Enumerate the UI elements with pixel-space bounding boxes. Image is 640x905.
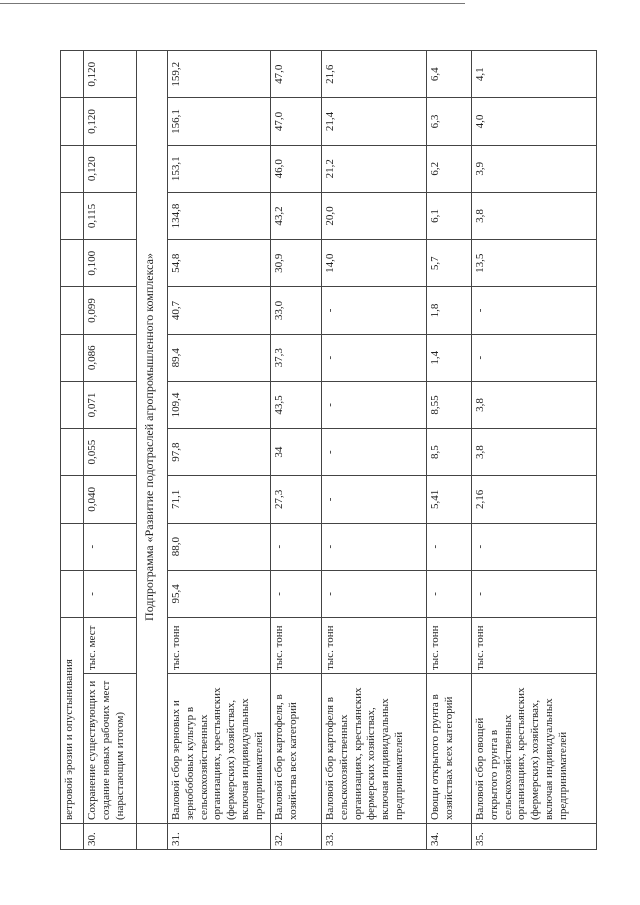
value-cell: - xyxy=(84,523,137,570)
value-cell: 30,9 xyxy=(271,240,322,287)
value-cell: - xyxy=(322,334,427,381)
cell-empty xyxy=(61,51,84,98)
table-row xyxy=(427,51,472,850)
value-cell: 8,55 xyxy=(427,381,472,428)
value-cell: 3,9 xyxy=(472,145,597,192)
cell-empty xyxy=(61,287,84,334)
cell-empty xyxy=(61,192,84,239)
value-cell: 6,4 xyxy=(427,51,472,98)
cell-empty xyxy=(61,570,84,617)
value-cell: - xyxy=(472,287,597,334)
indicator-name: Валовой сбор картофеля, в хозяйства всех категорий xyxy=(271,674,322,824)
value-cell: 4,1 xyxy=(472,51,597,98)
cell-empty xyxy=(61,429,84,476)
value-cell: 6,3 xyxy=(427,98,472,145)
value-cell: 33,0 xyxy=(271,287,322,334)
value-cell: - xyxy=(427,523,472,570)
cell-empty xyxy=(61,476,84,523)
value-cell: 34 xyxy=(271,429,322,476)
value-cell: 43,2 xyxy=(271,192,322,239)
value-cell: 8,5 xyxy=(427,429,472,476)
value-cell: 27,3 xyxy=(271,476,322,523)
value-cell: 89,4 xyxy=(168,334,271,381)
row-number: 30. xyxy=(84,824,137,850)
value-cell: - xyxy=(271,570,322,617)
cell-empty xyxy=(61,824,84,850)
cell-empty xyxy=(61,381,84,428)
value-cell: 5,41 xyxy=(427,476,472,523)
value-cell: 6,2 xyxy=(427,145,472,192)
value-cell: 40,7 xyxy=(168,287,271,334)
value-cell: 46,0 xyxy=(271,145,322,192)
value-cell: 13,5 xyxy=(472,240,597,287)
value-cell: 88,0 xyxy=(168,523,271,570)
value-cell: 97,8 xyxy=(168,429,271,476)
indicator-name: Валовой сбор зерновых и зернобобовых культур в сельскохозяйственных организациях, крестьянских (фермерских) хозяйствах, включая индивидуальных предпринимателей xyxy=(168,674,271,824)
cell-empty xyxy=(61,240,84,287)
value-cell: 37,3 xyxy=(271,334,322,381)
value-cell: - xyxy=(322,523,427,570)
value-cell: - xyxy=(322,381,427,428)
table-row xyxy=(322,51,427,850)
unit-label: тыс. тонн xyxy=(472,617,597,673)
value-cell: 0,120 xyxy=(84,98,137,145)
row-number: 35. xyxy=(472,824,597,850)
table-row-header-fragment xyxy=(61,51,84,850)
value-cell: 109,4 xyxy=(168,381,271,428)
value-cell: 1,4 xyxy=(427,334,472,381)
value-cell: 0,099 xyxy=(84,287,137,334)
table-row xyxy=(472,51,597,850)
value-cell: 0,100 xyxy=(84,240,137,287)
row-number: 32. xyxy=(271,824,322,850)
cell-empty xyxy=(137,824,168,850)
cell-empty xyxy=(61,98,84,145)
cell-empty xyxy=(61,523,84,570)
value-cell: 21,2 xyxy=(322,145,427,192)
value-cell: - xyxy=(472,523,597,570)
value-cell: 21,6 xyxy=(322,51,427,98)
table-row xyxy=(271,51,322,850)
value-cell: 3,8 xyxy=(472,192,597,239)
value-cell: 6,1 xyxy=(427,192,472,239)
value-cell: 20,0 xyxy=(322,192,427,239)
unit-label: тыс. тонн xyxy=(168,617,271,673)
unit-label: тыс. тонн xyxy=(322,617,427,673)
indicator-name: Овощи открытого грунта в хозяйствах всех категорий xyxy=(427,674,472,824)
value-cell: 0,120 xyxy=(84,51,137,98)
indicators-table xyxy=(60,50,597,850)
value-cell: 4,0 xyxy=(472,98,597,145)
value-cell: 3,8 xyxy=(472,429,597,476)
value-cell: 21,4 xyxy=(322,98,427,145)
value-cell: 156,1 xyxy=(168,98,271,145)
section-row xyxy=(137,51,168,850)
rotated-page xyxy=(60,50,580,850)
value-cell: 0,115 xyxy=(84,192,137,239)
value-cell: 71,1 xyxy=(168,476,271,523)
header-fragment-text: ветровой эрозии и опустынивания xyxy=(61,617,84,823)
value-cell: 0,040 xyxy=(84,476,137,523)
value-cell: 0,086 xyxy=(84,334,137,381)
value-cell: 95,4 xyxy=(168,570,271,617)
cell-empty xyxy=(61,145,84,192)
value-cell: 14,0 xyxy=(322,240,427,287)
value-cell: - xyxy=(472,570,597,617)
indicator-name: Сохранение существующих и создание новых рабочих мест (нарастающим итогом) xyxy=(84,674,137,824)
value-cell: 0,120 xyxy=(84,145,137,192)
value-cell: - xyxy=(322,570,427,617)
value-cell: - xyxy=(322,476,427,523)
value-cell: 159,2 xyxy=(168,51,271,98)
table-row xyxy=(168,51,271,850)
section-title: Подпрограмма «Развитие подотраслей агропромышленного комплекса» xyxy=(137,51,168,824)
value-cell: 54,8 xyxy=(168,240,271,287)
value-cell: 134,8 xyxy=(168,192,271,239)
value-cell: - xyxy=(427,570,472,617)
unit-label: тыс. тонн xyxy=(427,617,472,673)
cell-empty xyxy=(61,334,84,381)
value-cell: 0,071 xyxy=(84,381,137,428)
value-cell: 153,1 xyxy=(168,145,271,192)
value-cell: - xyxy=(84,570,137,617)
top-rule xyxy=(0,3,465,4)
value-cell: 2,16 xyxy=(472,476,597,523)
unit-label: тыс. тонн xyxy=(271,617,322,673)
value-cell: 3,8 xyxy=(472,381,597,428)
indicator-name: Валовой сбор овощей открытого грунта в сельскохозяйственных организациях, крестьянских (фермерских) хозяйствах, включая индивидуальных предпринимателей xyxy=(472,674,597,824)
value-cell: 5,7 xyxy=(427,240,472,287)
table-row xyxy=(84,51,137,850)
value-cell: 1,8 xyxy=(427,287,472,334)
value-cell: 0,055 xyxy=(84,429,137,476)
indicator-name: Валовой сбор картофеля в сельскохозяйственных организациях, крестьянских фермерских хозяйствах, включая индивидуальных предпринимателей xyxy=(322,674,427,824)
row-number: 33. xyxy=(322,824,427,850)
unit-label: тыс. мест xyxy=(84,617,137,673)
value-cell: - xyxy=(322,429,427,476)
row-number: 34. xyxy=(427,824,472,850)
row-number: 31. xyxy=(168,824,271,850)
value-cell: 43,5 xyxy=(271,381,322,428)
value-cell: 47,0 xyxy=(271,98,322,145)
value-cell: - xyxy=(322,287,427,334)
value-cell: - xyxy=(472,334,597,381)
value-cell: - xyxy=(271,523,322,570)
value-cell: 47,0 xyxy=(271,51,322,98)
